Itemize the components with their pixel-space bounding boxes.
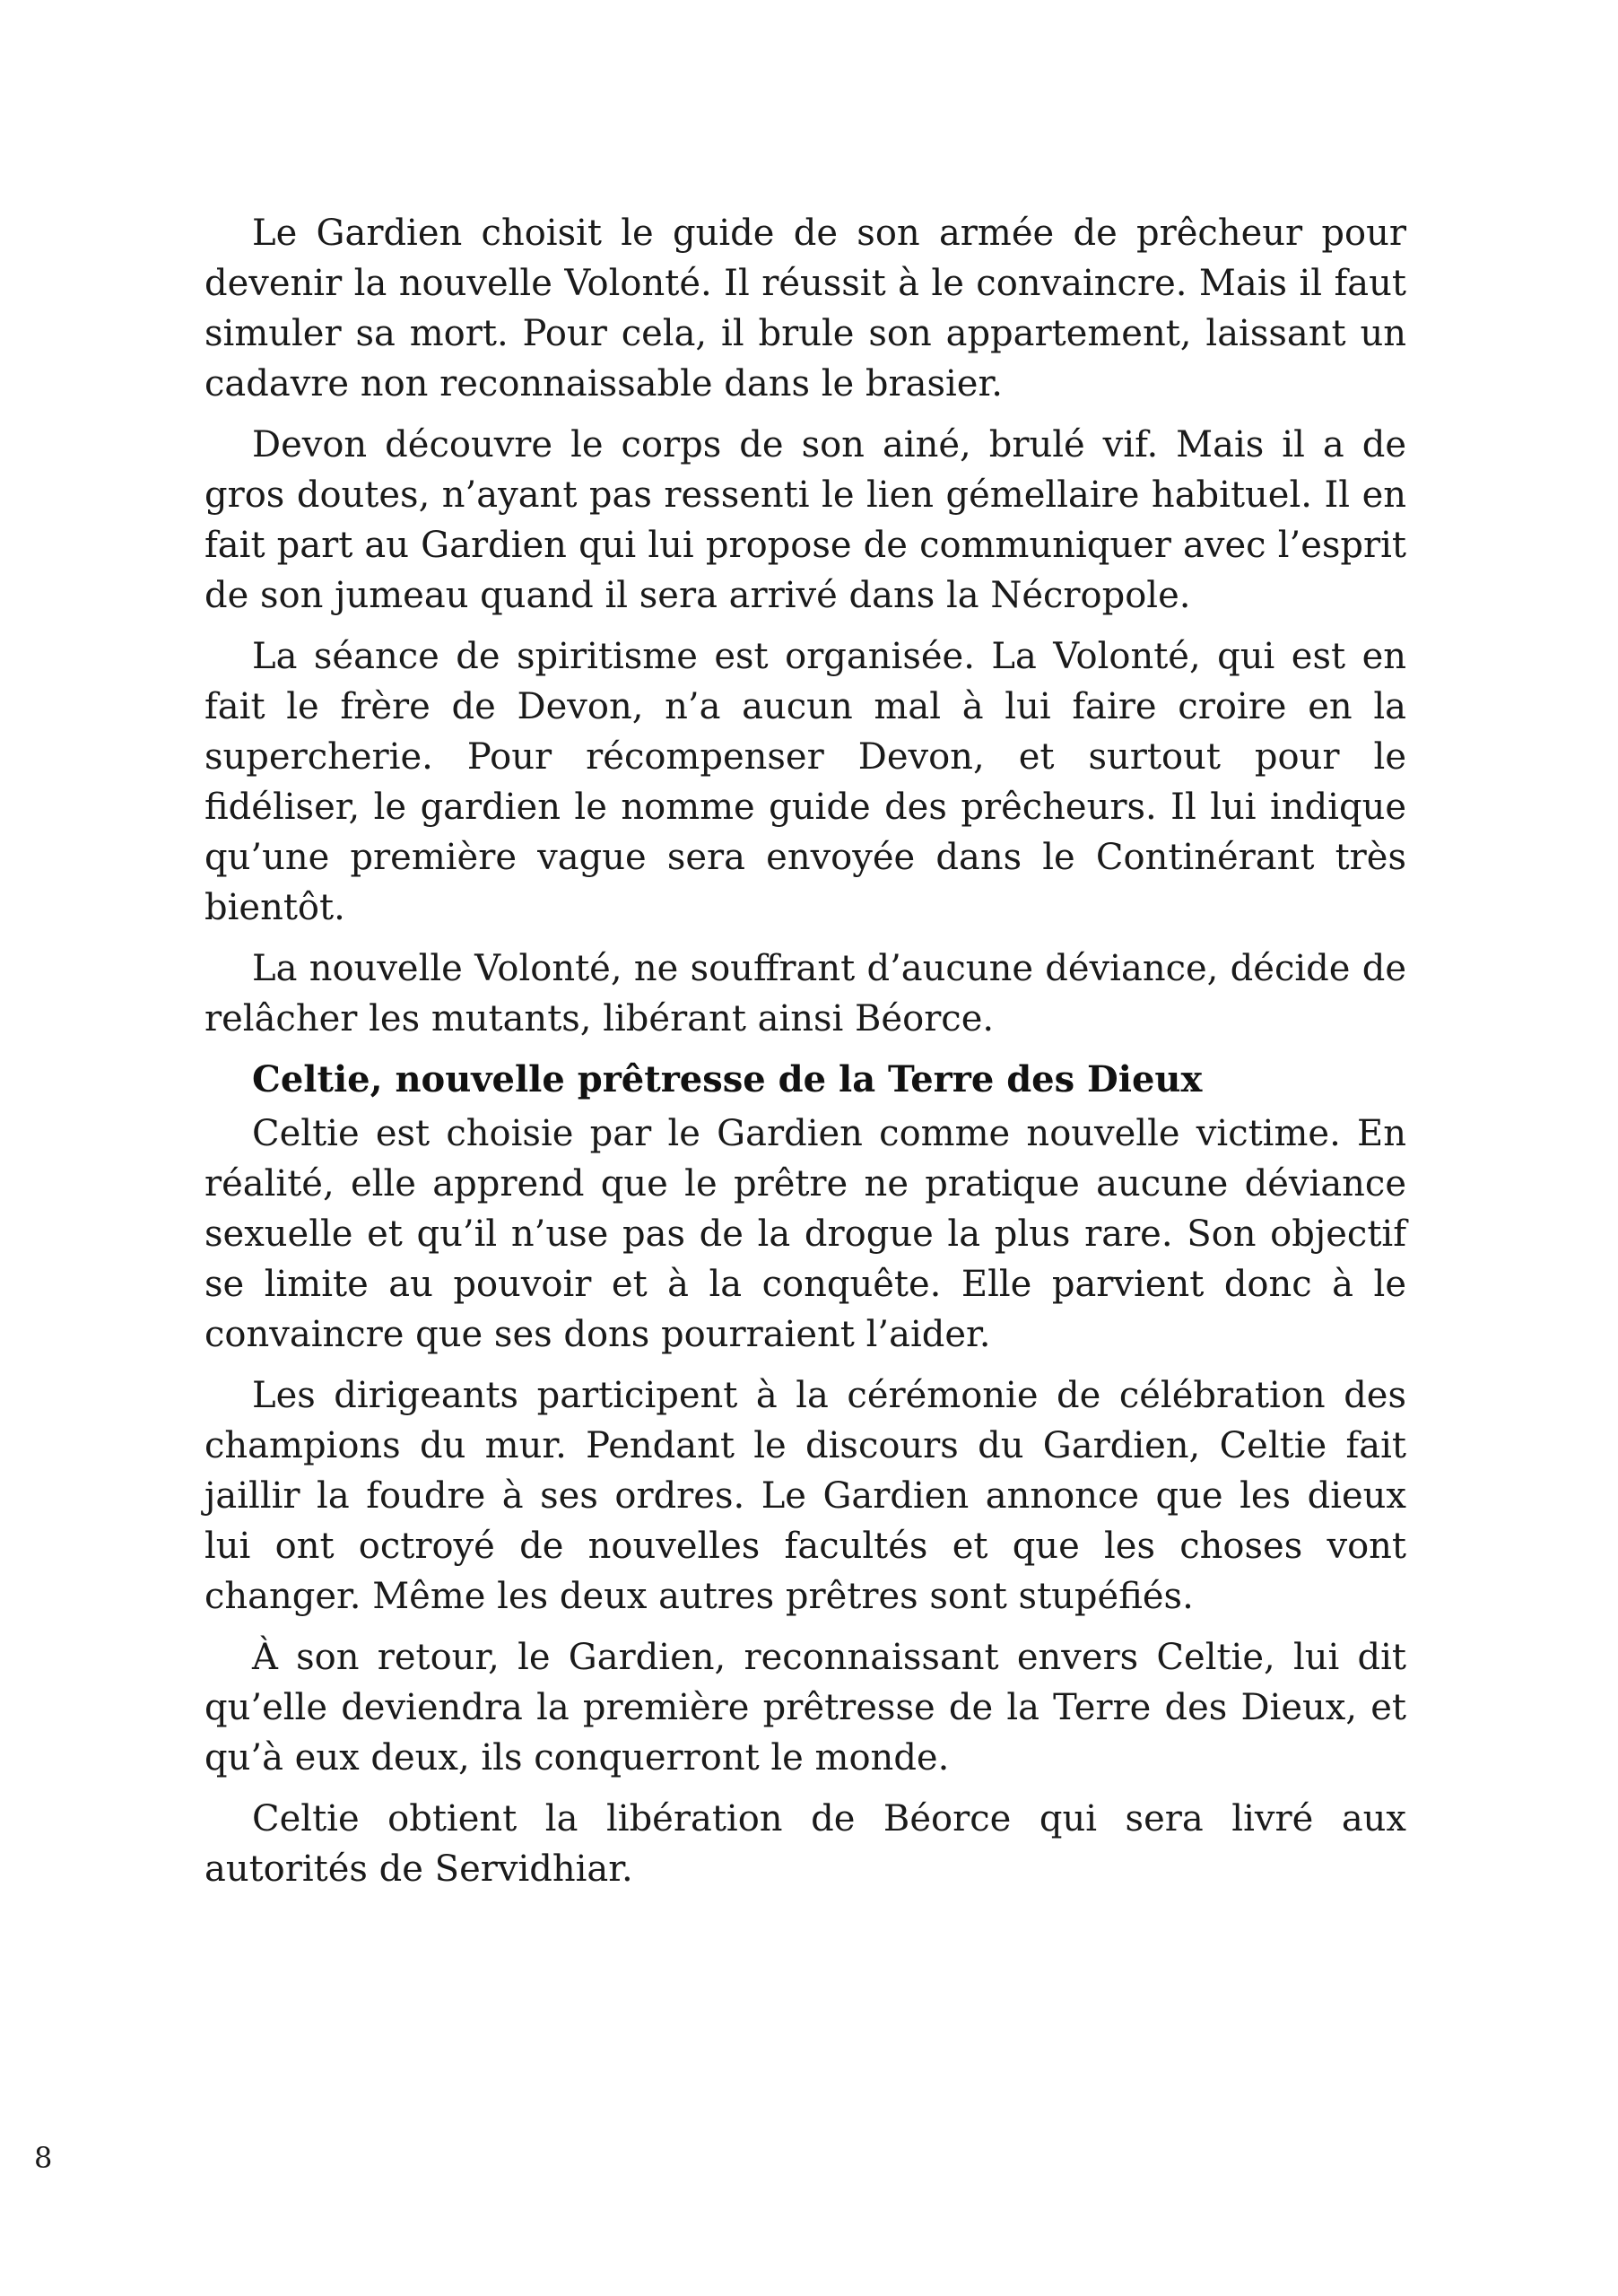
section-heading: Celtie, nouvelle prêtresse de la Terre des Dieux xyxy=(252,1058,1203,1100)
paragraph-2: Devon découvre le corps de son ainé, brulé vif. Mais il a de gros doutes, n’ayant pas ressenti le lien gémellaire habituel. Il en fait part au Gardien qui lui propose de communiquer avec l’esprit de son jumeau quand il sera arrivé dans la Nécropole. xyxy=(204,424,1406,616)
paragraph-6: Les dirigeants participent à la cérémonie de célébration des champions du mur. Pendant le discours du Gardien, Celtie fait jaillir la foudre à ses ordres. Le Gardien annonce que les dieux lui ont octroyé de nouvelles facultés et que les choses vont changer. Même les deux autres prêtres sont stupéfiés. xyxy=(204,1375,1406,1617)
paragraph-4: La nouvelle Volonté, ne souffrant d’aucune déviance, décide de relâcher les mutants, libérant ainsi Béorce. xyxy=(204,948,1406,1039)
body-text xyxy=(204,208,1406,1905)
page-number: 8 xyxy=(34,2141,53,2175)
paragraph-8: Celtie obtient la libération de Béorce qui sera livré aux autorités de Servidhiar. xyxy=(204,1798,1406,1890)
paragraph-5: Celtie est choisie par le Gardien comme nouvelle victime. En réalité, elle apprend que le prêtre ne pratique aucune déviance sexuelle et qu’il n’use pas de la drogue la plus rare. Son objectif se limite au pouvoir et à la conquête. Elle parvient donc à le convaincre que ses dons pourraient l’aider. xyxy=(204,1113,1406,1355)
paragraph-1: Le Gardien choisit le guide de son armée de prêcheur pour devenir la nouvelle Volonté. Il réussit à le convaincre. Mais il faut simuler sa mort. Pour cela, il brule son appartement, laissant un cadavre non reconnaissable dans le brasier. xyxy=(204,213,1406,404)
paragraph-3: La séance de spiritisme est organisée. La Volonté, qui est en fait le frère de Devon, n’a aucun mal à lui faire croire en la supercherie. Pour récompenser Devon, et surtout pour le fidéliser, le gardien le nomme guide des prêcheurs. Il lui indique qu’une première vague sera envoyée dans le Continérant très bientôt. xyxy=(204,636,1406,928)
paragraph-7: À son retour, le Gardien, reconnaissant envers Celtie, lui dit qu’elle deviendra la première prêtresse de la Terre des Dieux, et qu’à eux deux, ils conquerront le monde. xyxy=(204,1637,1406,1779)
